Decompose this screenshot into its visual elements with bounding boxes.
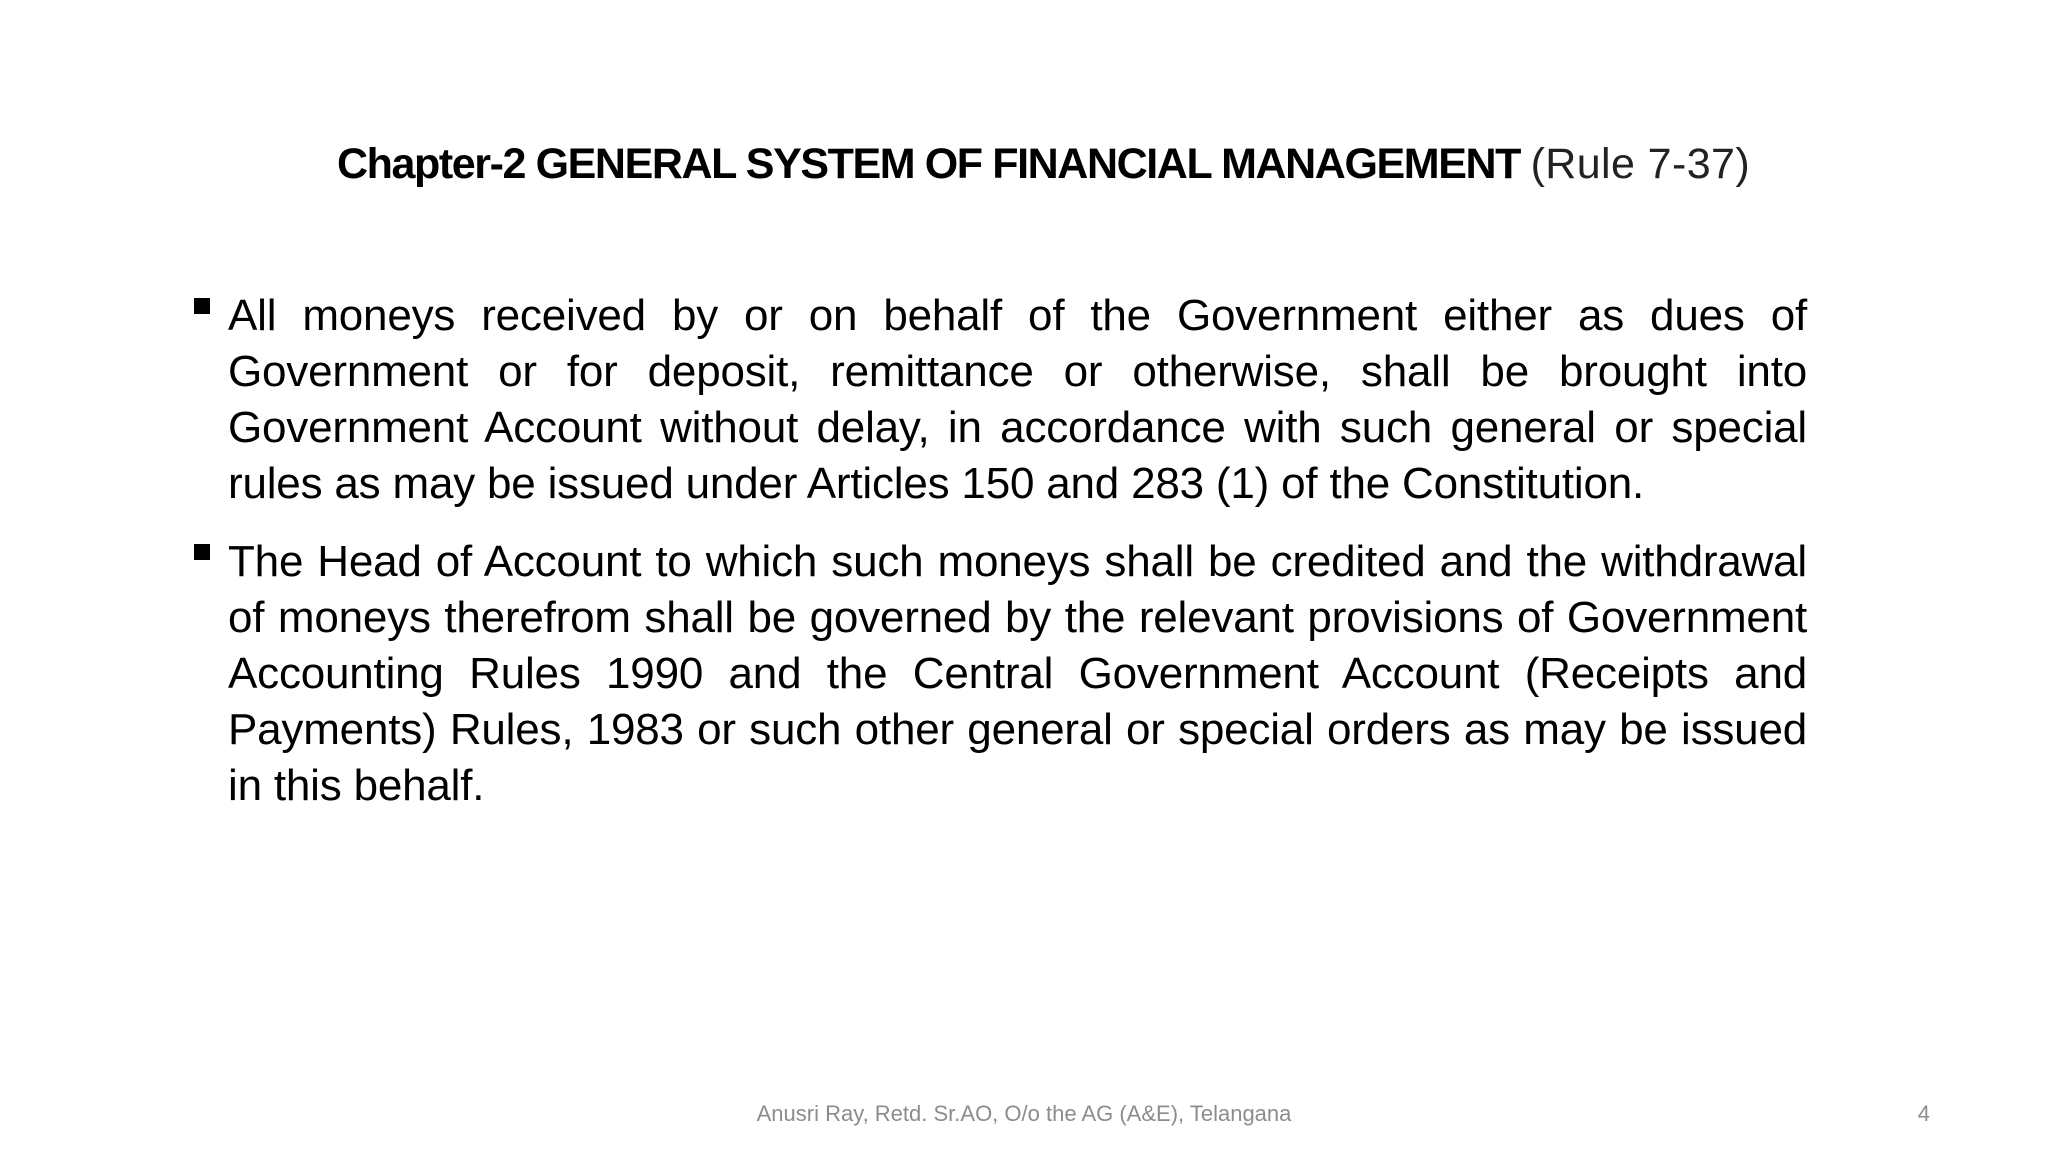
- square-bullet-icon: [194, 544, 210, 560]
- slide-title: [150, 136, 1937, 192]
- bullet-item-2: [190, 534, 1807, 814]
- bullet-item-1: [190, 288, 1807, 512]
- title-rule-range: (Rule 7-37): [1530, 140, 1751, 188]
- square-bullet-icon: [194, 298, 210, 314]
- bullet-text-1: All moneys received by or on behalf of the Government either as dues of Government or for deposit, remittance or otherwise, shall be brought into Government Account without delay, in accordance with such general or special rules as may be issued under Articles 150 and 283 (1) of the Constitution.: [228, 291, 1807, 508]
- bullet-list: [190, 288, 1807, 836]
- bullet-text-2: The Head of Account to which such moneys shall be credited and the withdrawal of moneys therefrom shall be governed by the relevant provisions of Government Accounting Rules 1990 and the Central Government Account (Receipts and Payments) Rules, 1983 or such other general or special orders as may be issued in this behalf.: [228, 537, 1807, 810]
- footer-text: Anusri Ray, Retd. Sr.AO, O/o the AG (A&E), Telangana: [756, 1101, 1292, 1126]
- page-number: 4: [1917, 1101, 1930, 1126]
- title-chapter: Chapter-2 GENERAL SYSTEM OF FINANCIAL MANAGEMENT: [336, 140, 1521, 188]
